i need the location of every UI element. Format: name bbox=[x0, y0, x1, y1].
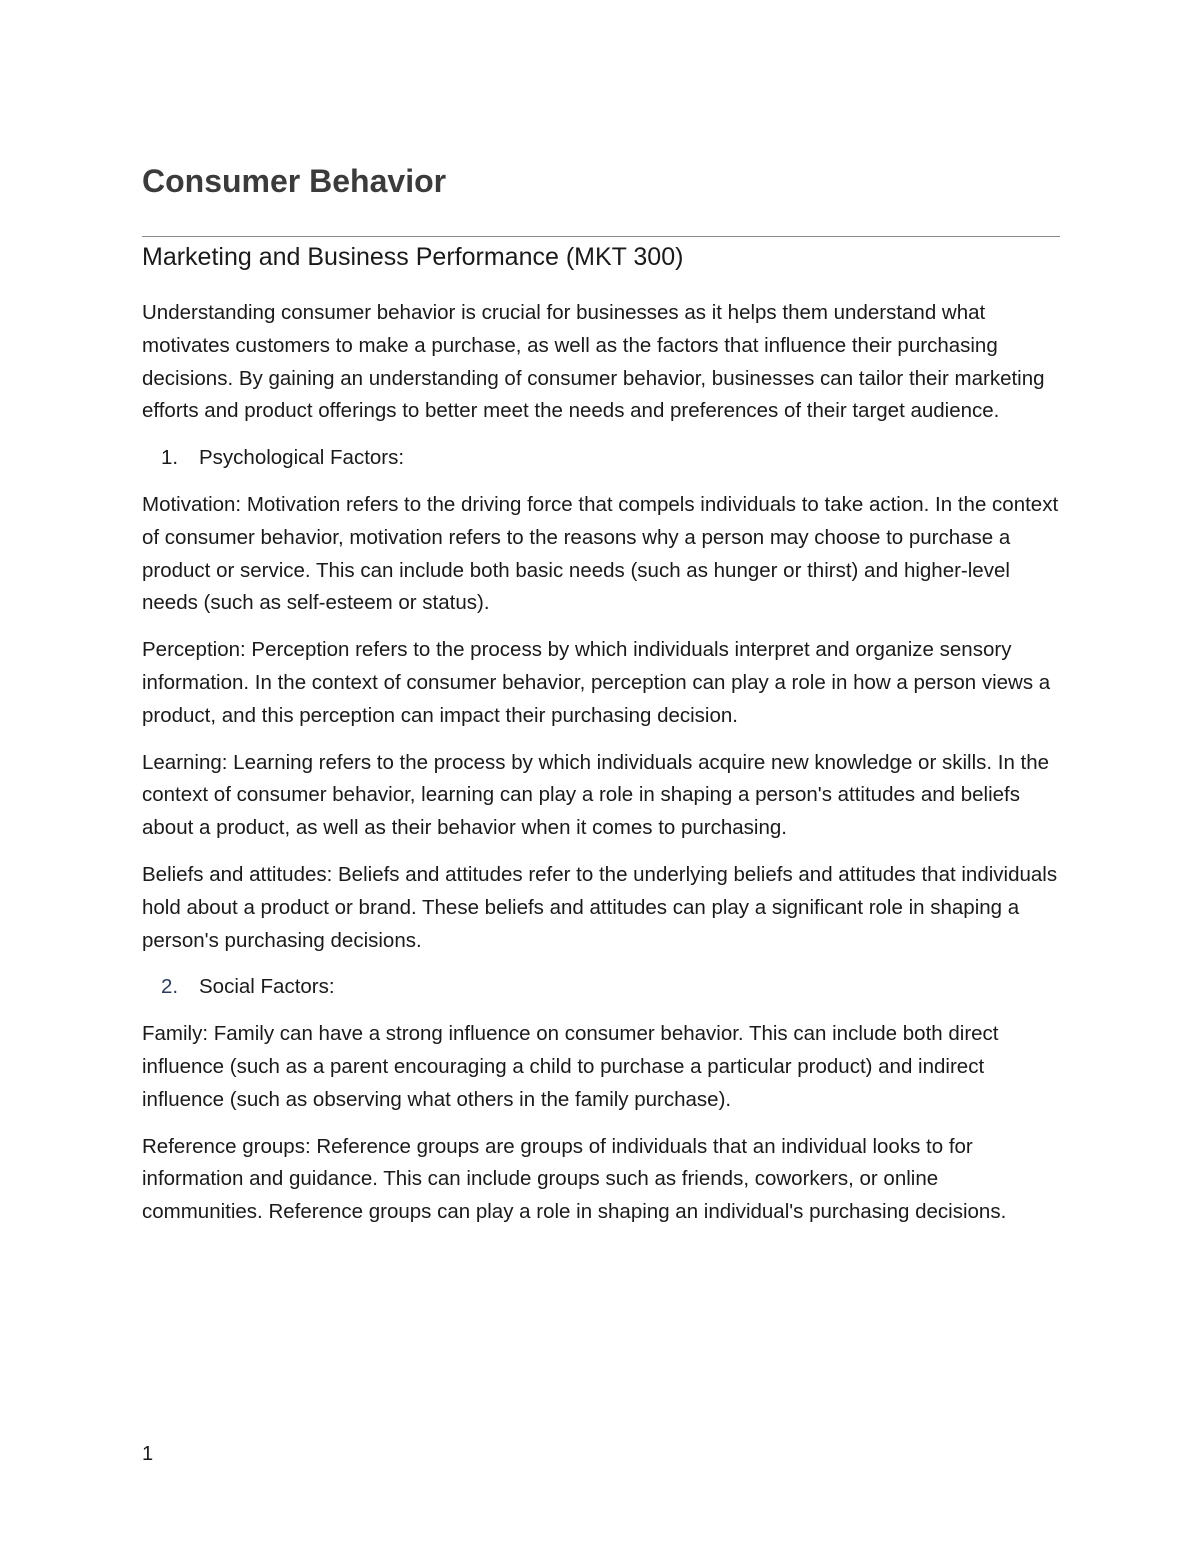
paragraph-motivation: Motivation: Motivation refers to the driving force that compels individuals to take action. In the context of consumer behavior, motivation refers to the reasons why a person may choose to purchase a product or service. This can include both basic needs (such as hunger or thirst) and higher-level needs (such as self-esteem or status). bbox=[142, 492, 1059, 615]
page-number: 1 bbox=[142, 1443, 154, 1465]
document-page bbox=[142, 0, 1060, 1553]
title-divider bbox=[142, 236, 1060, 237]
paragraph-perception: Perception: Perception refers to the process by which individuals interpret and organize sensory information. In the context of consumer behavior, perception can play a role in how a person views a product, and this perception can impact their purchasing decision. bbox=[142, 638, 1051, 727]
paragraph-learning: Learning: Learning refers to the process by which individuals acquire new knowledge or skills. In the context of consumer behavior, learning can play a role in shaping a person's attitudes and beliefs about a product, as well as their behavior when it comes to purchasing. bbox=[142, 750, 1050, 840]
document-title: Consumer Behavior bbox=[142, 163, 447, 199]
paragraph-beliefs-attitudes: Beliefs and attitudes: Beliefs and attitudes refer to the underlying beliefs and attitudes that individuals hold about a product or brand. These beliefs and attitudes can play a significant role in shaping a person's purchasing decisions. bbox=[142, 862, 1058, 952]
list-heading: Social Factors: bbox=[199, 975, 335, 999]
list-number: 2. bbox=[161, 975, 179, 999]
list-number: 1. bbox=[161, 446, 179, 470]
document-subtitle: Marketing and Business Performance (MKT 300) bbox=[142, 243, 684, 271]
section-heading-social bbox=[142, 971, 1060, 1004]
intro-paragraph: Understanding consumer behavior is crucial for businesses as it helps them understand what motivates customers to make a purchase, as well as the factors that influence their purchasing decisions. By gaining an understanding of consumer behavior, businesses can tailor their marketing efforts and product offerings to better meet the needs and preferences of their target audience. bbox=[142, 301, 1045, 423]
paragraph-family: Family: Family can have a strong influence on consumer behavior. This can include both direct influence (such as a parent encouraging a child to purchase a particular product) and indirect influence (such as observing what others in the family purchase). bbox=[142, 1022, 999, 1111]
list-heading: Psychological Factors: bbox=[199, 446, 405, 470]
paragraph-reference-groups: Reference groups: Reference groups are groups of individuals that an individual looks to for information and guidance. This can include groups such as friends, coworkers, or online communities. Reference groups can play a role in shaping an individual's purchasing decisions. bbox=[142, 1134, 1007, 1224]
document-body bbox=[142, 297, 1060, 1243]
section-heading-psychological bbox=[142, 442, 1060, 475]
